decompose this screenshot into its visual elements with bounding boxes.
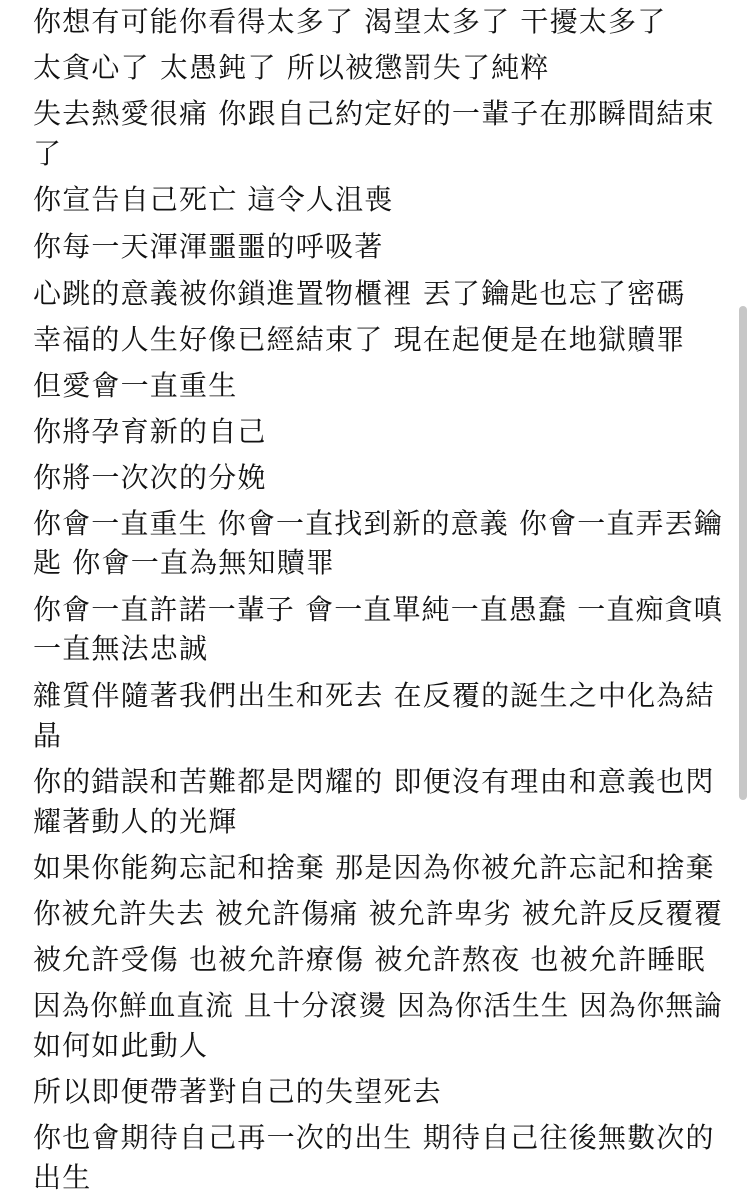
- text-line: 出生: [33, 1161, 92, 1194]
- text-line: 你每一天渾渾噩噩的呼吸著: [33, 230, 384, 263]
- text-line: 耀著動人的光輝: [33, 805, 238, 838]
- text-line: 你將孕育新的自己: [33, 415, 267, 448]
- text-line: 你宣告自己死亡 這令人沮喪: [33, 183, 394, 216]
- text-line: 失去熱愛很痛 你跟自己約定好的一輩子在那瞬間結束: [33, 97, 715, 130]
- text-line: 如果你能夠忘記和捨棄 那是因為你被允許忘記和捨棄: [33, 851, 715, 884]
- post-body: [33, 0, 723, 1200]
- text-line: 被允許受傷 也被允許療傷 被允許熬夜 也被允許睡眠: [33, 943, 706, 976]
- text-line: 因為你鮮血直流 且十分滾燙 因為你活生生 因為你無論: [33, 989, 723, 1022]
- text-line: 但愛會一直重生: [33, 369, 238, 402]
- text-line: 了: [33, 137, 63, 170]
- text-line: 你會一直許諾一輩子 會一直單純一直愚蠢 一直痴貪嗔: [33, 593, 723, 626]
- text-line: 晶: [33, 719, 63, 752]
- text-line: 匙 你會一直為無知贖罪: [33, 546, 336, 579]
- scrollbar[interactable]: [736, 0, 750, 1200]
- text-line: 如何如此動人: [33, 1029, 209, 1062]
- text-line: 雜質伴隨著我們出生和死去 在反覆的誕生之中化為結: [33, 679, 715, 712]
- text-line: 你也會期待自己再一次的出生 期待自己往後無數次的: [33, 1121, 715, 1154]
- text-line: 一直無法忠誠: [33, 632, 209, 665]
- text-line: 你將一次次的分娩: [33, 461, 267, 494]
- text-line: 幸福的人生好像已經結束了 現在起便是在地獄贖罪: [33, 323, 686, 356]
- text-line: 心跳的意義被你鎖進置物櫃裡 丟了鑰匙也忘了密碼: [33, 277, 686, 310]
- scrollbar-thumb[interactable]: [739, 306, 747, 800]
- text-line: 你想有可能你看得太多了 渴望太多了 干擾太多了: [33, 5, 667, 38]
- text-line: 太貪心了 太愚鈍了 所以被懲罰失了純粹: [33, 51, 550, 84]
- text-line: 所以即便帶著對自己的失望死去: [33, 1075, 442, 1108]
- text-line: 你被允許失去 被允許傷痛 被允許卑劣 被允許反反覆覆: [33, 897, 723, 930]
- text-line: 你會一直重生 你會一直找到新的意義 你會一直弄丟鑰: [33, 507, 723, 540]
- text-line: 你的錯誤和苦難都是閃耀的 即便沒有理由和意義也閃: [33, 765, 715, 798]
